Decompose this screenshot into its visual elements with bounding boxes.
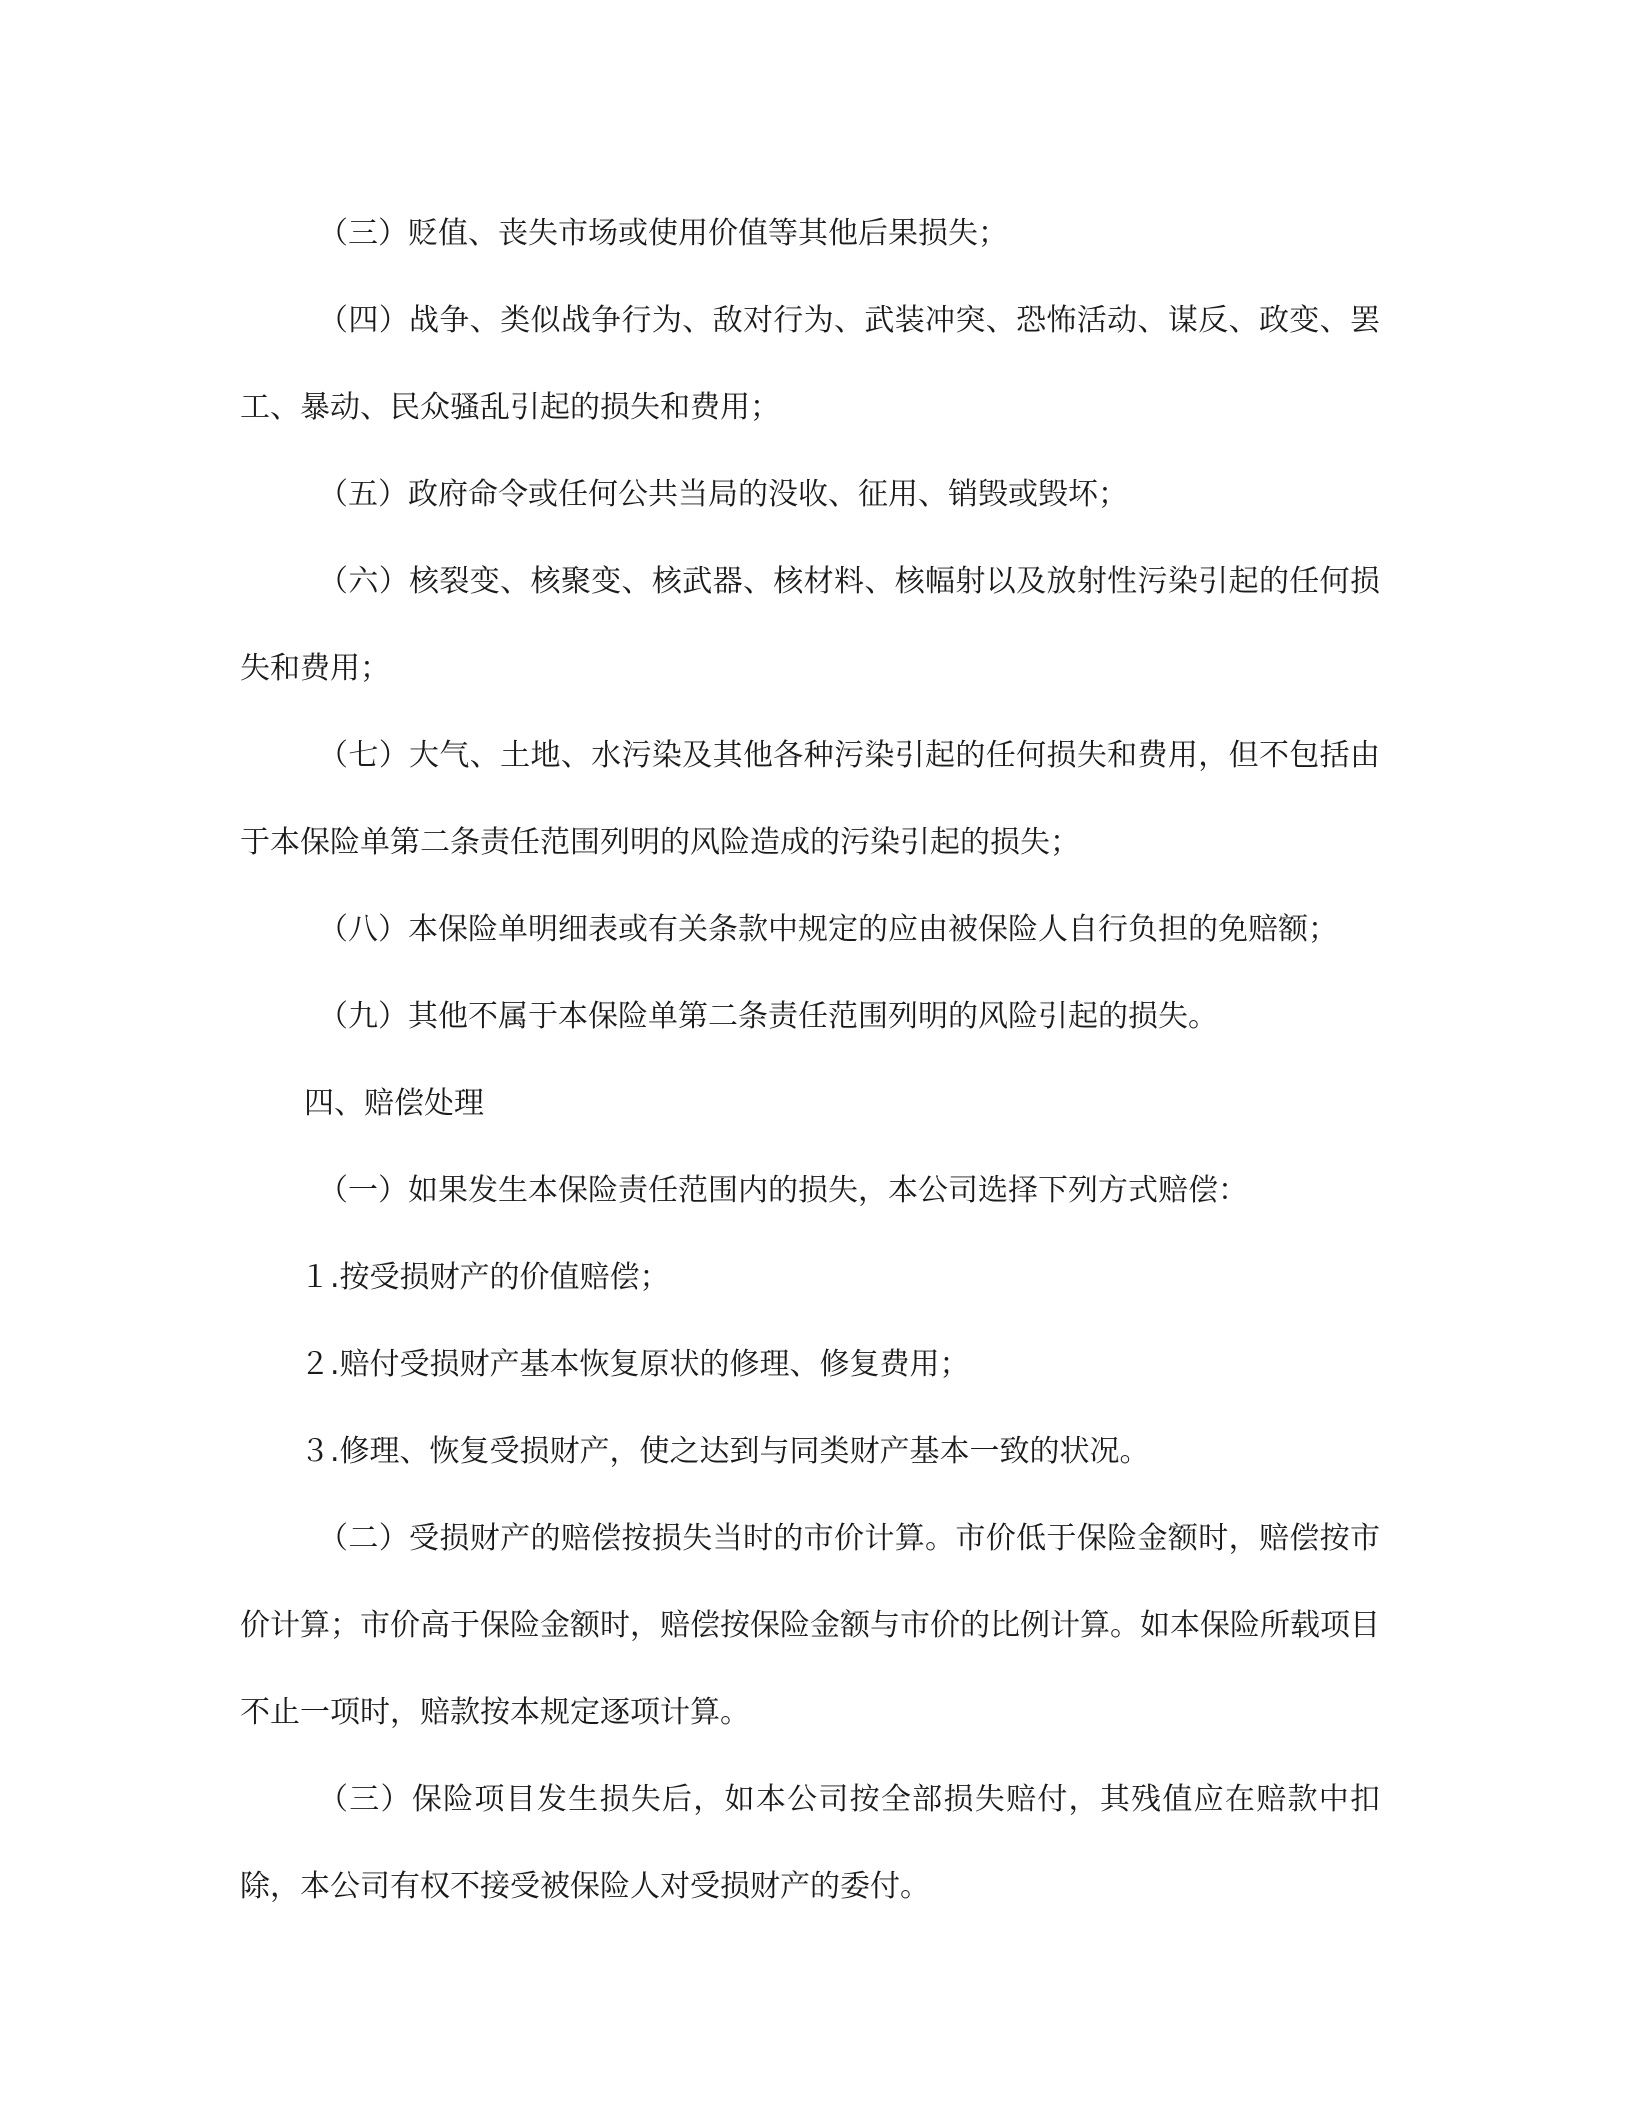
paragraph-exclusion-4: （四）战争、类似战争行为、敌对行为、武装冲突、恐怖活动、谋反、政变、罢工、暴动、民众骚乱引起的损失和费用； (240, 303, 1380, 425)
section-heading-compensation: 四、赔偿处理 (304, 1086, 484, 1121)
paragraph-exclusion-7: （七）大气、土地、水污染及其他各种污染引起的任何损失和费用，但不包括由于本保险单第二条责任范围列明的风险造成的污染引起的损失； (240, 738, 1380, 860)
paragraph-exclusion-9: （九）其他不属于本保险单第二条责任范围列明的风险引起的损失。 (318, 999, 1218, 1034)
paragraph-compensation-3: （三）保险项目发生损失后，如本公司按全部损失赔付，其残值应在赔款中扣除，本公司有权不接受被保险人对受损财产的委付。 (240, 1782, 1380, 1904)
paragraph-compensation-1: （一）如果发生本保险责任范围内的损失，本公司选择下列方式赔偿： (318, 1173, 1248, 1208)
paragraph-exclusion-6: （六）核裂变、核聚变、核武器、核材料、核幅射以及放射性污染引起的任何损失和费用； (240, 564, 1380, 686)
paragraph-exclusion-8: （八）本保险单明细表或有关条款中规定的应由被保险人自行负担的免赔额； (318, 912, 1338, 947)
paragraph-exclusion-5: （五）政府命令或任何公共当局的没收、征用、销毁或毁坏； (318, 477, 1128, 512)
paragraph-compensation-2: （二）受损财产的赔偿按损失当时的市价计算。市价低于保险金额时，赔偿按市价计算；市价高于保险金额时，赔偿按保险金额与市价的比例计算。如本保险所载项目不止一项时，赔款按本规定逐项计算。 (240, 1521, 1380, 1730)
list-item-compensation-method-3: ３.修理、恢复受损财产，使之达到与同类财产基本一致的状况。 (300, 1434, 1150, 1469)
list-item-compensation-method-2: ２.赔付受损财产基本恢复原状的修理、修复费用； (300, 1347, 970, 1382)
paragraph-exclusion-3: （三）贬值、丧失市场或使用价值等其他后果损失； (318, 216, 1008, 251)
document-body (240, 190, 1380, 1930)
list-item-compensation-method-1: １.按受损财产的价值赔偿； (300, 1260, 670, 1295)
